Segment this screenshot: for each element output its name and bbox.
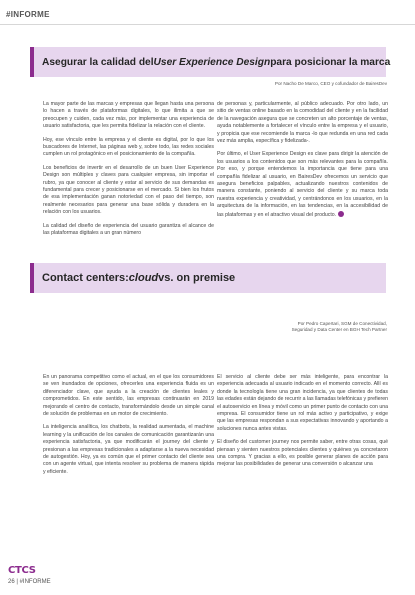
article2-right-column bbox=[217, 374, 388, 475]
paragraph: El diseño del customer journey nos permite saber, entre otras cosas, qué piensan y sienten nuestros potenciales clientes y quiénes ya concretaron una compra. Y gracias a ello, es posible generar planes de acción para mejorar las posibilidades de generar una conversión o alcanzar una bbox=[217, 439, 388, 468]
paragraph: La mayor parte de las marcas y empresas que llegan hasta una persona lo hacen a través de plataformas digitales, lo que ilimita a que se preocupen y cuiden, cada vez más, por implementar una experiencia de usuario satisfactoria, que les permita fidelizar la relación con el cliente. bbox=[43, 101, 214, 130]
article2-title: Contact centers: cloud vs. on premise bbox=[42, 272, 236, 284]
banner-accent-bar bbox=[30, 263, 34, 293]
paragraph-last: Por último, el User Experience Design es clave para dirigir la atención de los usuarios a los contenidos que son más relevantes para la compañía. Por eso, y porque entendemos la importancia que tiene para una compañía fidelizar al usuario, en BairesDev ofrecemos un servicio que asegura beneficios palpables, actualizando nuestros contenidos de manera constante, poniendo al servicio del cliente y su marca toda nuestra experiencia y creatividad, y centrándonos en los usuarios, en la arquitectura de la información, en las tendencias, en la accesibilidad de las plataformas y en el atractivo visual del producto. bbox=[217, 151, 388, 218]
section-tag bbox=[0, 8, 415, 25]
article2-left-column bbox=[43, 374, 214, 482]
article2-title-banner bbox=[30, 263, 386, 293]
section-tag-label: #INFORME bbox=[6, 10, 50, 19]
paragraph: El servicio al cliente debe ser más inteligente, para encontrar la experiencia adecuada al usuario indicado en el momento correcto. Allí es donde la tecnología tiene una gran incidencia, ya que clientes de todas las edades están dejando de recurrir a las llamadas telefónicas y prefieren el autoservicio en línea y móvil como un primer punto de contacto con una empresa. El consumidor tiene un rol más activo y participativo, y exige que las empresas respondan a sus expectativas innovando y aportando a soluciones nunca antes vistas. bbox=[217, 374, 388, 432]
footer-page-number: 26 | #INFORME bbox=[8, 579, 51, 585]
paragraph: de personas y, particularmente, al público adecuado. Por otro lado, un sitio de ventas online basado en la comodidad del cliente y en la facilidad de la navegación asegura que se concreten un alto porcentaje de ventas, ayuda notablemente a fortalecer el vínculo entre la empresa y el usuario, y propicia que ese recomiende la marca -lo que redunda en una red cada vez más amplia, específica y fidelizada-. bbox=[217, 101, 388, 145]
paragraph: La inteligencia analítica, los chatbots, la realidad aumentada, el machine learning y la unificación de los canales de comunicación garantizarán una experiencia satisfactoria, ya que modificarán el journey del cliente y presionan a las empresas tradicionales a adaptarse a la nueva necesidad de autogestión. Hoy, ya es común que el primer contacto del cliente sea con un agente virtual, que intenta resolver su problema de manera rápida y eficiente. bbox=[43, 424, 214, 475]
article1-title-banner bbox=[30, 47, 391, 77]
article1-title: Asegurar la calidad del User Experience Design para posicionar la marca bbox=[42, 56, 391, 68]
article1-right-column bbox=[217, 101, 388, 225]
article2-byline: Por Pedro Capertari, SGM de Conectividad, Seguridad y Data Center en BGH Tech Partner bbox=[291, 321, 387, 332]
article1-left-column bbox=[43, 101, 214, 244]
article-end-icon bbox=[338, 211, 344, 217]
paragraph: Hoy, ese vínculo entre la empresa y el cliente es digital, por lo que los buscadores de Internet, las páginas web y, sobre todo, las redes sociales cumplen un rol protagónico en el posicionamiento de la compañía. bbox=[43, 136, 214, 158]
paragraph: En un panorama competitivo como el actual, en el que los consumidores se ven inundados de opciones, ofrecerles una experiencia fluida es un diferenciador clave, que ayuda a la creación de clientes leales y comprometidos. En este sentido, las empresas continuarán en 2019 mejorando el centro de contacto, transformándolo desde un simple canal de solución de problemas en un motor de crecimiento. bbox=[43, 374, 214, 418]
banner-accent-bar bbox=[30, 47, 34, 77]
footer-brand-logo: CTCS bbox=[8, 565, 36, 576]
article1-byline: Por Nacho De Marco, CEO y cofundador de BairesDev bbox=[274, 81, 387, 86]
paragraph: Los beneficios de invertir en el desarrollo de un buen User Experience Design son múltiples y claves para cualquier empresa, sin importar el rubro, ya que conocer al cliente y estar al servicio de sus demandas es fundamental para crecer y posicionarse en el mercado. Si bien los frutos de esa implementación ganan notoriedad con el paso del tiempo, son realmente necesarios para generar una base sólida y duradera en la relación con los usuarios. bbox=[43, 164, 214, 216]
paragraph: La calidad del diseño de experiencia del usuario garantiza el alcance de las plataformas digitales a un gran número bbox=[43, 222, 214, 237]
